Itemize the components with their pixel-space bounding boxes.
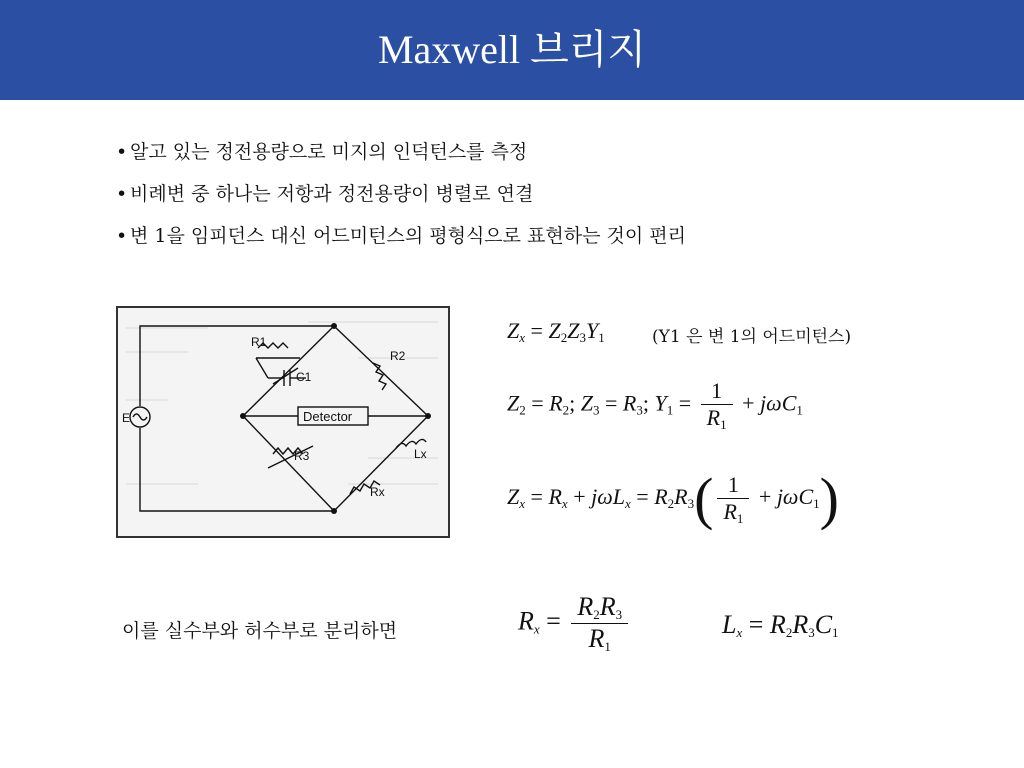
fraction-r2r3-over-r1 [571, 592, 628, 655]
equation-arm-values: $Z_2 = R_2$; $Z_3 = R_3$; $Y_1$ = $\frac{1}{R_1}$ + jωC$_1$ [507, 378, 803, 432]
c1-label: C1 [296, 370, 312, 384]
fraction-denominator: $R_1$ [706, 405, 727, 432]
bullet-list [116, 143, 686, 269]
detector-label: Detector [303, 409, 353, 424]
fraction-denominator: $R_1$ [723, 498, 744, 526]
fraction-numerator: 1 [717, 472, 749, 499]
title-bar [0, 0, 1024, 100]
bullet-dot: • [116, 141, 128, 163]
fraction-denominator: $R_1$ [588, 624, 611, 654]
bullet-text-1: 알고 있는 정전용량으로 미지의 인덕턴스를 측정 [130, 141, 528, 163]
equation-note: (Y1 은 변 1의 어드미턴스) [652, 327, 852, 347]
equation-zx-expanded: $Z_x = R_x + j\omega L_x = R_2R_3$( $\frac{1}{R_1}$ + jωC$_1$) [507, 466, 839, 531]
bullet-item-1 [116, 143, 686, 185]
equation-zx-definition: $Z_x = Z_2Z_3Y_1$ [507, 318, 605, 345]
fraction-one-over-r1 [701, 378, 733, 433]
lx-label: Lx [414, 447, 427, 461]
bullet-dot: • [116, 225, 128, 247]
fraction-one-over-r1-expanded [717, 472, 749, 527]
fraction-numerator: $R_2R_3$ [571, 592, 628, 624]
separation-sentence: 이를 실수부와 허수부로 분리하면 [122, 620, 398, 642]
equation-rx-result: $R_x$ = $\frac{R_2R_3}{R_1}$ [518, 592, 632, 655]
bullet-item-2 [116, 185, 686, 227]
right-paren: ) [819, 466, 839, 531]
page-title: Maxwell 브리지 [377, 27, 647, 72]
source-label: E [122, 411, 131, 425]
left-paren: ( [694, 466, 714, 531]
r1-label: R1 [251, 335, 267, 349]
circuit-diagram [118, 308, 448, 536]
bullet-dot: • [116, 183, 128, 205]
bullet-text-2: 비례변 중 하나는 저항과 정전용량이 병렬로 연결 [130, 183, 534, 205]
rx-label: Rx [370, 485, 385, 499]
r2-label: R2 [390, 349, 406, 363]
bullet-item-3 [116, 227, 686, 269]
r3-label: R3 [294, 449, 310, 463]
bullet-text-3: 변 1을 임피던스 대신 어드미턴스의 평형식으로 표현하는 것이 편리 [130, 225, 686, 247]
maxwell-bridge-circuit-figure [116, 306, 450, 538]
fraction-numerator: 1 [701, 378, 733, 405]
equation-lx-result: $L_x = R_2R_3C_1$ [722, 610, 839, 640]
